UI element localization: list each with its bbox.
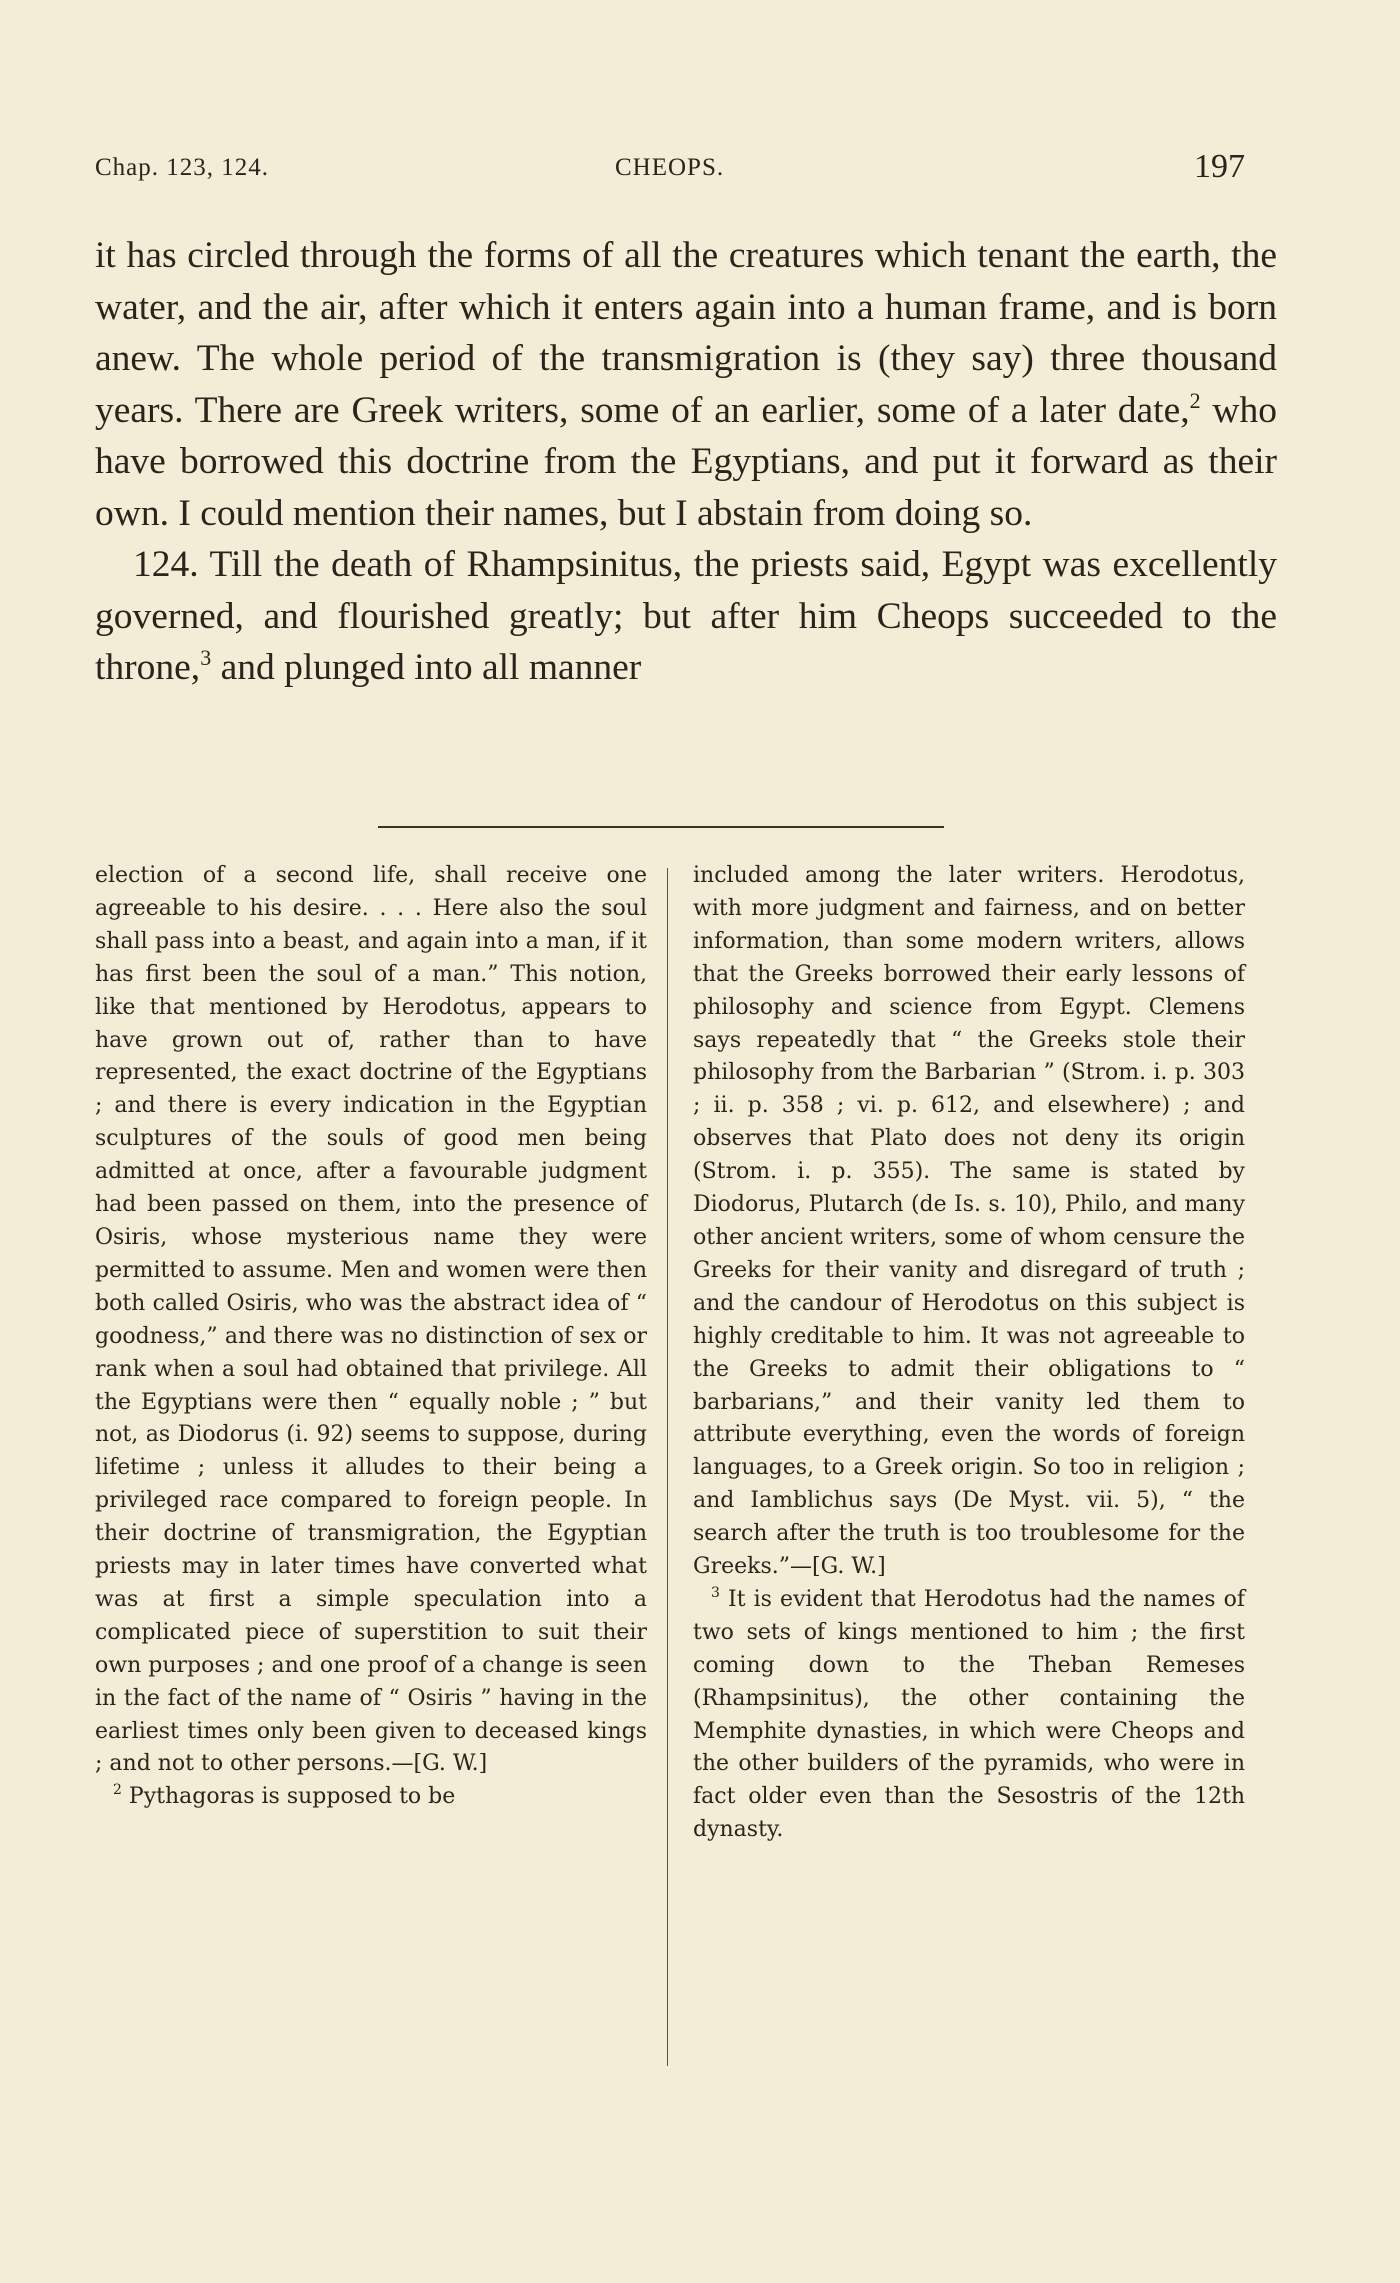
footnote-marker-2: 2 xyxy=(113,1782,122,1799)
chapter-reference: Chap. 123, 124. xyxy=(95,154,270,181)
footnote-2-continuation: included among the later writers. Herodotus, with more judgment and fairness, and on better information, than some modern writers, allows that the Greeks borrowed their early lessons of philosophy and science from Egypt. Clemens says repeatedly that “ the Greeks stole their philosophy from the Barbarian ” (Strom. i. p. 303 ; ii. p. 358 ; vi. p. 612, and elsewhere) ; and observes that Plato does not deny its origin (Strom. i. p. 355). The same is stated by Diodorus, Plutarch (de Is. s. 10), Philo, and many other ancient writers, some of whom censure the Greeks for their vanity and disregard of truth ; and the candour of Herodotus on this subject is highly creditable to him. It was not agreeable to the Greeks to admit their obligations to “ barbarians,” and their vanity led them to attribute everything, even the words of foreign languages, to a Greek origin. So too in religion ; and Iamblichus says (De Myst. vii. 5), “ the search after the truth is too troublesome for the Greeks.”—[G. W.] xyxy=(693,863,1245,1580)
footnote-ref-3: 3 xyxy=(200,645,212,670)
main-text-run: 124. Till the death of Rhampsinitus, the priests said, Egypt was excellently governed, and flourished greatly; but after him Cheops succeeded to the throne, xyxy=(95,544,1277,688)
footnote-column-right xyxy=(693,860,1245,1847)
footnote-3-text: It is evident that Herodotus had the names of two sets of kings mentioned to him ; the first coming down to the Theban Remeses (Rhampsinitus), the other containing the Memphite dynasties, in which were Cheops and the other builders of the pyramids, who were in fact older even than the Sesostris of the 12th dynasty. xyxy=(693,1586,1245,1843)
footnote-2-text: Pythagoras is supposed to be xyxy=(121,1784,456,1810)
footnote-marker-3: 3 xyxy=(711,1584,720,1601)
page-title: CHEOPS. xyxy=(615,154,725,181)
footnote-2 xyxy=(95,1781,647,1814)
paragraph-124 xyxy=(95,539,1277,694)
footnote-separator xyxy=(378,826,944,828)
main-text-run: and plunged into all manner xyxy=(211,647,642,688)
footnote-ref-2: 2 xyxy=(1189,387,1201,413)
main-text xyxy=(95,230,1277,694)
page-number: 197 xyxy=(1194,148,1245,185)
footnote-3 xyxy=(693,1584,1245,1847)
main-text-run: who have borrowed this doctrine from the Egyptians, and put it forward as their own. I could mention their names, but I abstain from doing so. xyxy=(95,389,1277,534)
column-divider xyxy=(667,868,668,2066)
footnotes xyxy=(95,860,1245,2080)
footnote-column-left xyxy=(95,860,647,1814)
paragraph-123-end xyxy=(95,230,1277,539)
footnote-continuation: election of a second life, shall receive one agreeable to his desire. . . . Here also the soul shall pass into a beast, and again into a man, if it has first been the soul of a man.” This notion, like that mentioned by Herodotus, appears to have grown out of, rather than to have represented, the exact doctrine of the Egyptians ; and there is every indication in the Egyptian sculptures of the souls of good men being admitted at once, after a favourable judgment had been passed on them, into the presence of Osiris, whose mysterious name they were permitted to assume. Men and women were then both called Osiris, who was the abstract idea of “ goodness,” and there was no distinction of sex or rank when a soul had obtained that privilege. All the Egyptians were then “ equally noble ; ” but not, as Diodorus (i. 92) seems to suppose, during lifetime ; unless it alludes to their being a privileged race compared to foreign people. In their doctrine of transmigration, the Egyptian priests may in later times have converted what was at first a simple speculation into a complicated piece of superstition to suit their own purposes ; and one proof of a change is seen in the fact of the name of “ Osiris ” having in the earliest times only been given to deceased kings ; and not to other persons.—[G. W.] xyxy=(95,863,647,1777)
running-head xyxy=(95,148,1277,188)
main-text-run: it has circled through the forms of all the creatures which tenant the earth, the water, and the air, after which it enters again into a human frame, and is born anew. The whole period of the transmigration is (they say) three thousand years. There are Greek writers, some of an earlier, some of a later date, xyxy=(95,235,1277,431)
